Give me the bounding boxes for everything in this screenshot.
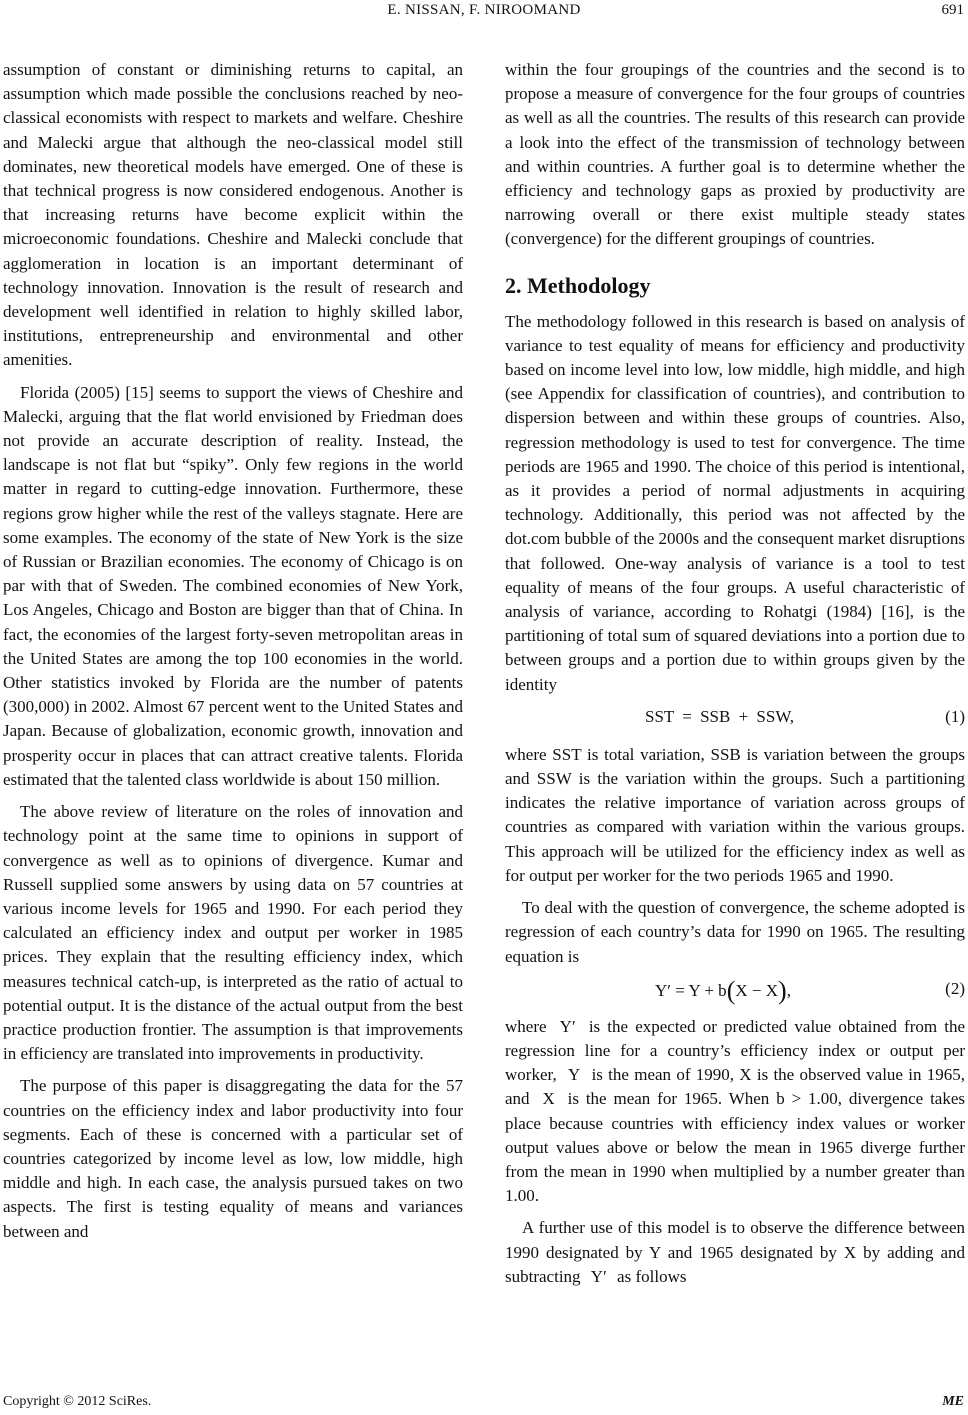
equation-2-body (655, 975, 791, 1005)
paragraph: Florida (2005) [15] seems to support the views of Cheshire and Malecki, arguing that the flat world envisioned by Friedman does not provide an accurate description of reality. Instead, the landscape is not flat but “spiky”. Only few regions in the world matter in regard to cutting-edge innovation. Furthermore, these regions grow higher while the rest of the valleys stagnate. Here are some examples. The economy of the state of New York is the size of Russian or Brazilian economies. The economy of Chicago is on par with that of Sweden. The combined economies of New York, Los Angeles, Chicago and Boston are bigger than that of China. In fact, the economies of the largest forty-seven metropolitan areas in the United States are among the top 100 economies in the world. Other statistics invoked by Florida are the number of patents (300,000) in 2002. Almost 67 percent went to the United States and Japan. Because of globalization, economic growth, innovation and prosperity occur in places that can attract creative talents. Florida estimated that the talented class worldwide is about 150 million. (3, 382, 463, 789)
paragraph (505, 1015, 965, 1209)
section-heading: 2. Methodology (505, 272, 651, 298)
equation-1 (505, 705, 965, 735)
journal-abbreviation: ME (942, 1394, 964, 1409)
page-header (0, 0, 968, 28)
left-paren: ( (726, 975, 736, 1005)
equation-1-body: SST = SSB + SSW, (645, 706, 795, 726)
paragraph: assumption of constant or diminishing returns to capital, an assumption which made possible the conclusions reached by neo-classical economists with respect to markets and welfare. Cheshire and Malecki argue that although the neo-classical model still dominates, new theoretical models have emerged. One of these is that technical progress is now considered endogenous. Another is that increasing returns have become explicit within the microeconomic foundations. Cheshire and Malecki conclude that agglomeration in location is an important determinant of technology innovation. Innovation is the result of research and development well identified in relation to highly skilled labor, institutions, entrepreneurship and environmental and other amenities. (3, 60, 463, 370)
right-column (505, 58, 965, 1297)
page-footer (0, 1392, 968, 1414)
running-head-authors: E. NISSAN, F. NIROOMAND (387, 2, 581, 18)
text-run: where (505, 1016, 547, 1036)
math-symbol: Y′ (559, 1016, 576, 1036)
equation-2 (505, 977, 965, 1007)
paragraph: within the four groupings of the countries and the second is to propose a measure of convergence for the four groups of countries as well as all the countries. The results of this research can provide a look into the effect of the transmission of technology between and within countries. A further goal is to determine whether the efficiency and technology gaps as proxied by productivity are narrowing overall or there exist multiple steady states (convergence) for the different groupings of countries. (505, 60, 965, 249)
text-run: is the mean for 1965. When b > 1.00, divergence takes place because countries with efficiency index values or worker output values above or below the mean in 1965 diverge further from the mean in 1990 when multiplied by a number greater than 1.00. (505, 1089, 966, 1206)
equation-2-tail: , (786, 980, 791, 1000)
equation-2-number: (2) (945, 978, 965, 998)
paragraph (505, 1216, 965, 1289)
equation-2-lhs: Y′ = Y + b (655, 980, 727, 1000)
text-run: A further use of this model is to observe the difference between 1990 designated by Y and 1965 designated by X by adding and subtracting (505, 1218, 965, 1286)
text-run: as follows (617, 1266, 687, 1286)
paragraph: where SST is total variation, SSB is variation between the groups and SSW is the variation within the groups. Such a partitioning indicates the relative importance of variation across groups of countries as compared with variation within the various groups. This approach will be utilized for the efficiency index as well as for output per worker for the two periods 1965 and 1990. (505, 744, 965, 885)
equation-1-number: (1) (945, 706, 965, 726)
left-column (3, 58, 463, 1252)
copyright-notice: Copyright © 2012 SciRes. (3, 1394, 152, 1409)
equation-2-inner: X − X (735, 980, 779, 1000)
math-symbol: Y′ (590, 1266, 607, 1286)
page-number: 691 (941, 2, 964, 18)
paragraph: The purpose of this paper is disaggregating the data for the 57 countries on the efficiency index and labor productivity into four segments. Each of these is concerned with a particular set of countries categorized by income level as low, low middle, high middle and high. In each case, the analysis pursued takes on two aspects. The first is testing equality of means and variances between and (3, 1076, 463, 1241)
text-run: is the expected or predicted value obtained from the regression line for a country’s efficiency index or output per worker, (505, 1016, 965, 1085)
math-symbol: X (542, 1089, 555, 1109)
math-symbol: Y (568, 1065, 581, 1085)
paragraph: The above review of literature on the roles of innovation and technology point at the same time to opinions in support of convergence as well as to opinions of divergence. Kumar and Russell supplied some answers by using data on 57 countries at various income levels for 1965 and 1990. For each period they calculated an efficiency index and output per worker in 1985 prices. They explain that the resulting efficiency index, which measures technical catch-up, is interpreted as the ratio of actual to potential output. It is the distance of the actual output from the best practice production frontier. The assumption is that improvements in efficiency are translated into improvements in productivity. (3, 802, 463, 1064)
right-paren: ) (778, 975, 787, 1005)
paragraph: To deal with the question of convergence, the scheme adopted is regression of each country’s data for 1990 on 1965. The resulting equation is (505, 898, 965, 966)
text-run: is the mean of 1990, X is the observed value in 1965, and (505, 1065, 966, 1109)
paragraph: The methodology followed in this research is based on analysis of variance to test equality of means for efficiency and productivity based on income level into low, low middle, high middle, and high (see Appendix for classification of countries), and contribution to dispersion between and within these groups of countries. Also, regression methodology is used to test for convergence. The time periods are 1965 and 1990. The choice of this period is intentional, as it provides a period of normal adjustments in acquiring technology. Additionally, this period was not affected by the dot.com bubble of the 2000s and the consequent market disruptions that followed. One-way analysis of variance is a tool to test equality of means of the four groups. A useful characteristic of analysis of variance, according to Rohatgi (1984) [16], is the partitioning of total sum of squared deviations into a portion due to between groups and a portion due to within groups given by the identity (505, 311, 965, 694)
